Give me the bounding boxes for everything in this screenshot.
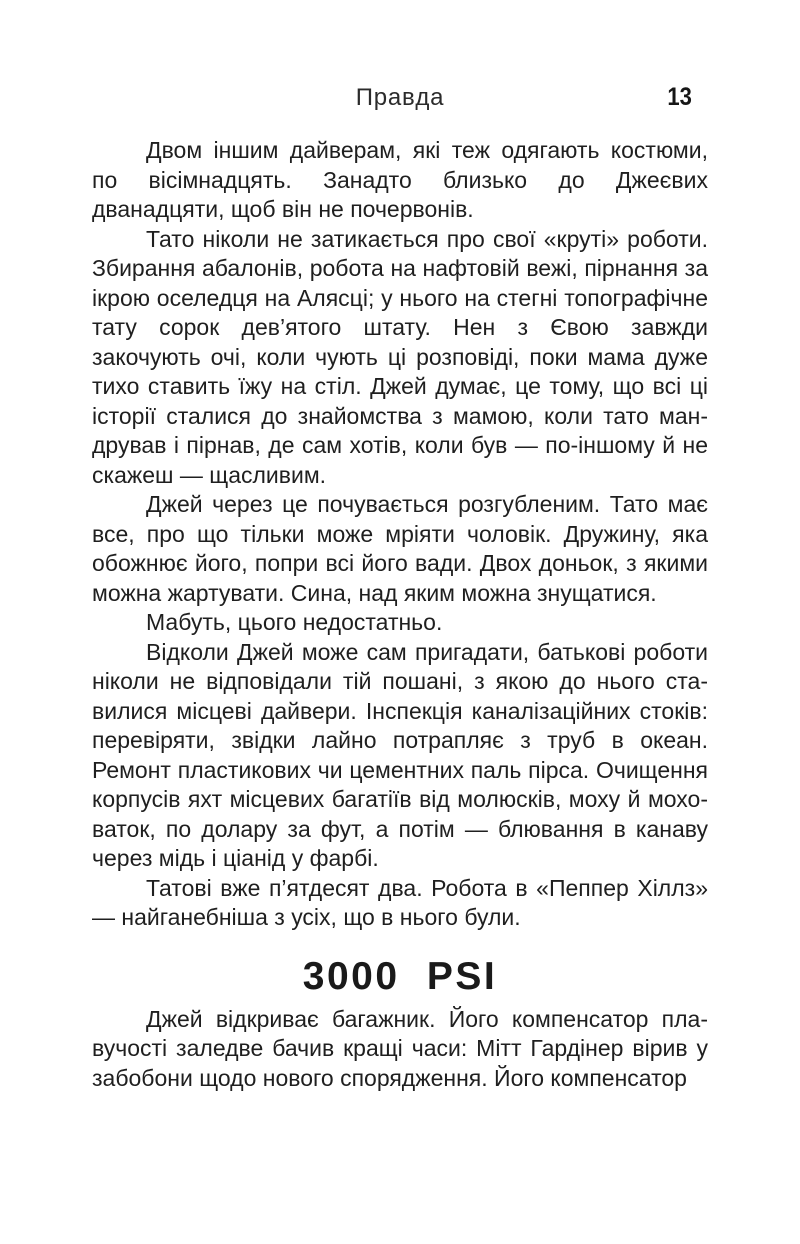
running-title: Правда	[355, 84, 445, 111]
paragraph-2: Тато ніколи не затикається про свої «круті» роботи. Збирання абалонів, робота на нафтовій вежі, пірнання за ікрою оселедця на Алясці; у нього на стегні топографічне тату сорок дев’ятого штату. Нен з Євою завжди закочують очі, коли чують ці розповіді, поки мама дуже тихо ставить їжу на стіл. Джей думає, це тому, що всі ці історії сталися до знайомства з мамою, коли тато мандрував і пірнав, де сам хотів, коли був — по-іншому й не скажеш — щасливим.	[92, 225, 708, 488]
paragraph-1: Двом іншим дайверам, які теж одягають костюми, по вісімнадцять. Занадто близько до Джеєвих дванадцяти, щоб він не почервонів.	[92, 137, 708, 222]
paragraph-7: Джей відкриває багажник. Його компенсатор плавучості заледве бачив кращі часи: Мітт Гардінер вірив у забобони щодо нового спорядження. Його компенсатор	[92, 1005, 708, 1091]
paragraph-5: Відколи Джей може сам пригадати, батькові роботи ніколи не відповідали тій пошані, з якою до нього ставилися місцеві дайвери. Інспекція каналізаційних стоків: перевіряти, звідки лайно потрапляє з труб в океан. Ремонт пластикових чи цементних паль пірса. Очищення корпусів яхт місцевих багатіїв від молюсків, моху й моховаток, по долару за фут, а потім — блювання в канаву через мідь і ціанід у фарбі.	[92, 638, 708, 871]
section-heading: 3000 PSI	[302, 954, 498, 998]
paragraph-3: Джей через це почувається розгубленим. Тато має все, про що тільки може мріяти чоловік. Дружину, яка обожнює його, попри всі його вади. Двох доньок, з якими можна жартувати. Сина, над яким можна знущатися.	[92, 491, 708, 606]
running-head	[92, 84, 708, 111]
paragraph-4: Мабуть, цього недостатньо.	[146, 609, 443, 635]
body-text	[92, 136, 708, 1093]
page-number: 13	[667, 83, 692, 111]
paragraph-6: Татові вже п’ятдесят два. Робота в «Пеппер Хіллз» — найганебніша з усіх, що в нього були.	[92, 874, 708, 930]
